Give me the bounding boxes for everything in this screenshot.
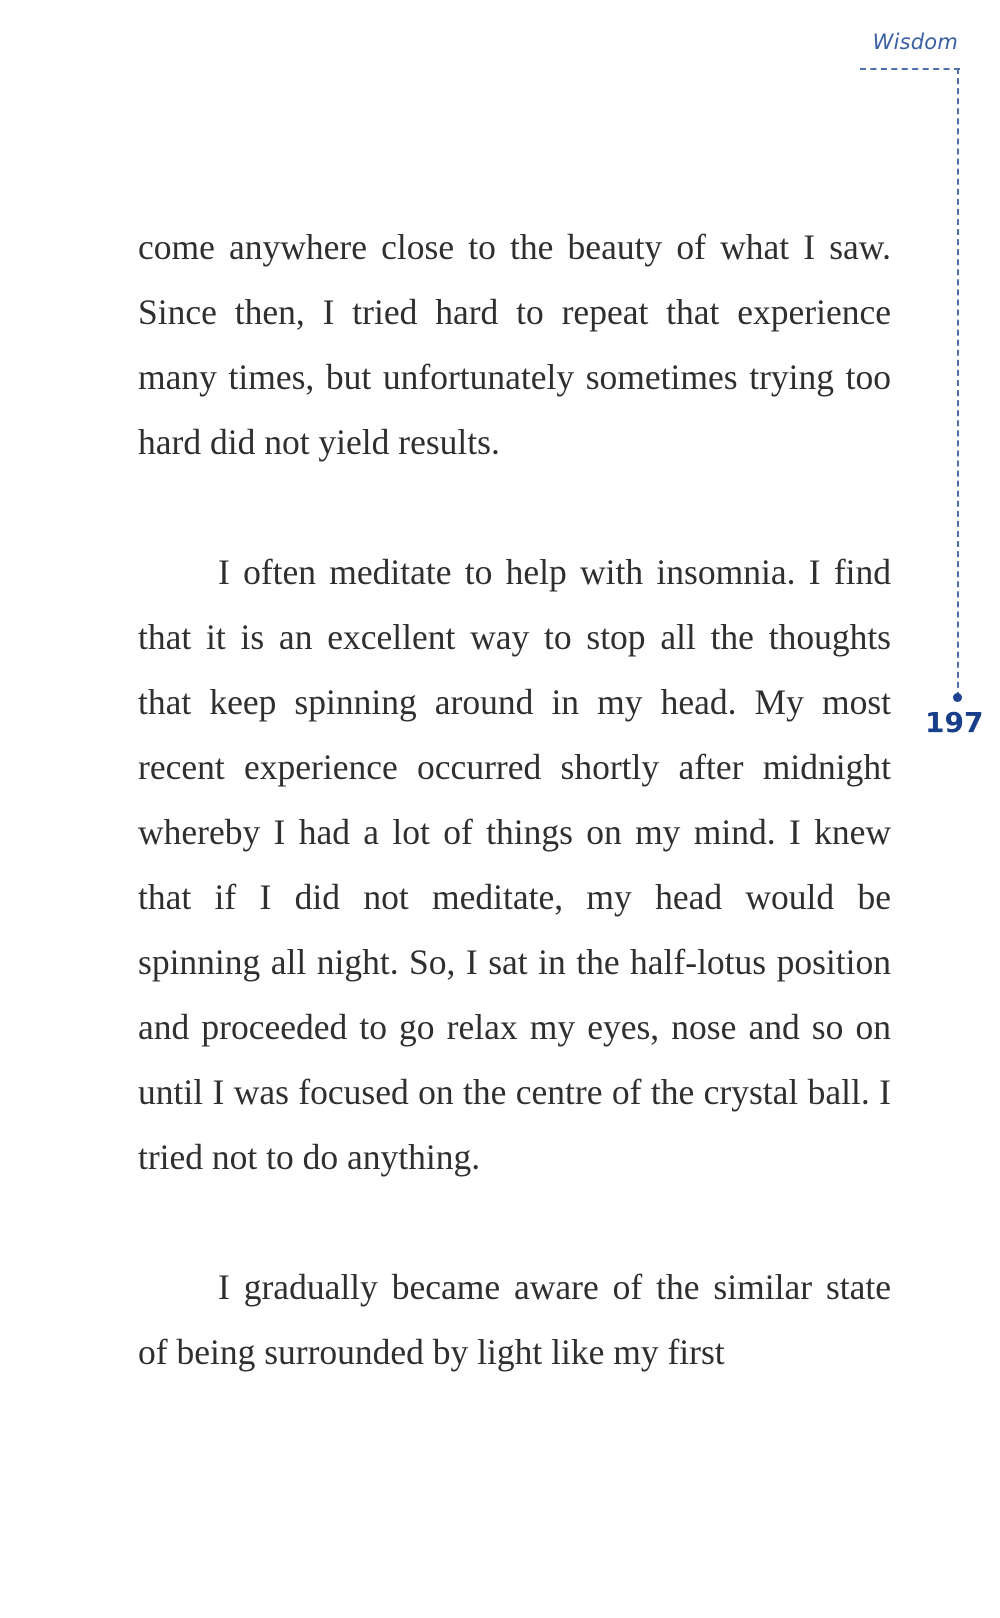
running-head-title: Wisdom: [872, 30, 958, 54]
margin-guide-horizontal: [860, 68, 960, 70]
page-number: 197: [925, 706, 984, 739]
body-text: [138, 215, 891, 1385]
margin-guide-vertical: [957, 68, 959, 698]
margin-guide-dot: [953, 693, 962, 702]
paragraph-1: come anywhere close to the beauty of what I saw. Since then, I tried hard to repeat that experience many times, but unfortunately sometimes trying too hard did not yield results.: [138, 227, 891, 462]
paragraph-2: I often meditate to help with insomnia. I find that it is an excellent way to stop all the thoughts that keep spinning around in my head. My most recent experience occurred shortly after midnight whereby I had a lot of things on my mind. I knew that if I did not meditate, my head would be spinning all night. So, I sat in the half-lotus position and proceeded to go relax my eyes, nose and so on until I was focused on the centre of the crystal ball. I tried not to do anything.: [138, 552, 891, 1177]
paragraph-3: I gradually became aware of the similar state of being surrounded by light like my first: [138, 1267, 891, 1372]
